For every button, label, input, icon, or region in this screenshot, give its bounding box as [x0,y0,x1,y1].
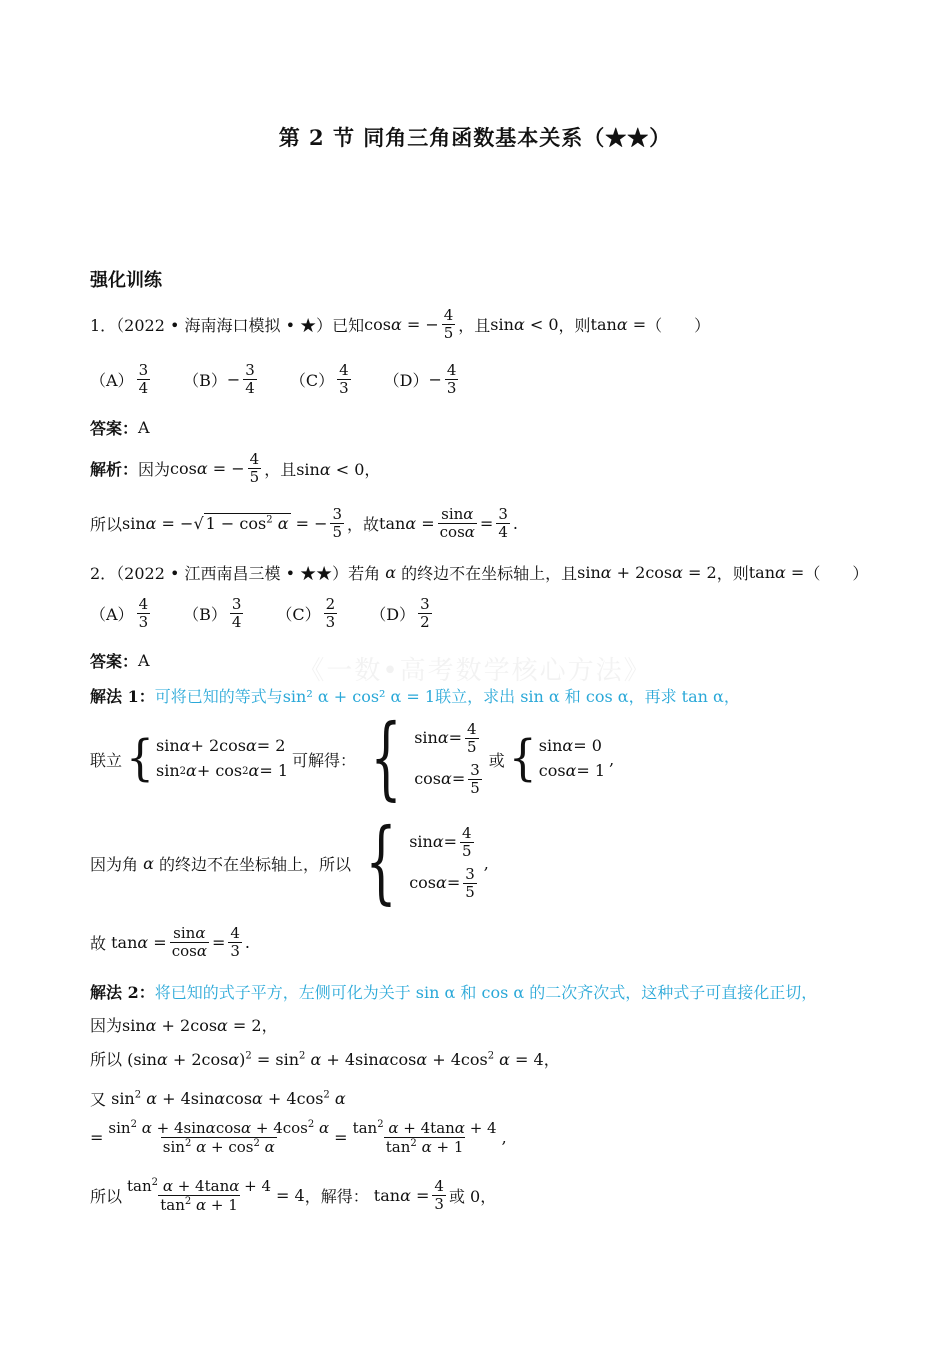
section-heading: 强化训练 [90,270,162,291]
answer-blank: （ ） [646,316,711,336]
q2-m2-line3: 又 $\sin^2 \alpha + 4\sin\alpha\cos\alpha + 4\cos^2$ α [90,1089,346,1109]
q1-analysis-line1: 解析： 因为 cosα = − $\frac{4}{5}$ ，且 sinα < 0， [90,450,381,487]
q1-prefix: 1．（2022 • 海南海口模拟 • ★）已知 [90,316,365,336]
q2-method1-hint: 解法 1： 可将已知的等式与sin² α + cos² α = 1联立，求出 sin α 和 cos α，再求 tan α， [90,687,740,706]
q2-method2-hint: 解法 2： 将已知的式子平方，左侧可化为关于 sin α 和 cos α 的二次齐次式，这种式子可直接化正切， [90,983,818,1002]
option-c[interactable]: （C） $\frac{4}{3}$ [289,361,349,398]
q2-m2-line1: 因为 sinα + 2cosα = 2， [90,1016,278,1035]
q2-answer: 答案： A [90,651,150,671]
q2-system: 联立 { sin α + 2cos α = 2 sin 2 α + cos 2 α = 1 可解得： { sin α = $\frac{4}{5}$ cos α = $\frac{3}{5}$ 或 { sin α = 0 cos α = 1 , [90,706,615,811]
q2-m2-line5: 所以 $\frac{\tan^2 \alpha + 4\tan\alpha + 4}{\tan^2 \alpha + 1}$ = 4 ，解得： tanα = $\frac{4}{3}$ 或 0， [90,1177,497,1215]
q1-stem: 1．（2022 • 海南海口模拟 • ★）已知 cosα = − $\frac{4}{5}$ ，且 sinα < 0 ，则 tanα = （ ） [90,306,711,343]
q1-analysis-line2: 所以 sinα = −√ $1 - \cos^2 \alpha$ = − $\frac{3}{5}$ ，故 tanα = $\frac{\sin\alpha}{\cos\alpha}$ = $\frac{3}{4}$ . [90,505,518,542]
option-d[interactable]: （D） $\frac{3}{2}$ [370,595,430,632]
q2-stem: 2．（2022 • 江西南昌三模 • ★★）若角 α 的终边不在坐标轴上，且 sinα + 2cosα = 2 ，则 tanα = （ ） [90,563,869,583]
option-d[interactable]: （D） − $\frac{4}{3}$ [383,361,457,398]
watermark: 《一数•高考数学核心方法》 [298,656,652,686]
option-b[interactable]: （B） − $\frac{3}{4}$ [183,361,255,398]
q1-answer: 答案： A [90,418,150,438]
q2-options [90,596,465,632]
page-title: 第 2 节 同角三角函数基本关系（★★） [278,125,672,150]
q1-options [90,362,491,398]
fraction: $\frac{4}{5}$ [443,306,454,343]
option-c[interactable]: （C） $\frac{2}{3}$ [276,595,336,632]
option-a[interactable]: （A） $\frac{3}{4}$ [90,361,149,398]
q2-m2-line2: 所以 $(\sin\alpha + 2\cos\alpha)^2 = \sin^2 \alpha + 4\sin\alpha\cos\alpha + 4\cos^2$ α = 4， [90,1050,560,1069]
q2-because: 因为角 α 的终边不在坐标轴上，所以 { sin α = $\frac{4}{5}$ cos α = $\frac{3}{5}$ , [90,810,489,915]
q2-gu: 故 tanα = $\frac{\sin\alpha}{\cos\alpha}$ = $\frac{4}{3}$ . [90,924,251,961]
answer-blank: （ ） [804,564,869,583]
option-a[interactable]: （A） $\frac{4}{3}$ [90,595,149,632]
option-b[interactable]: （B） $\frac{3}{4}$ [183,595,242,632]
q2-m2-line4: = $\frac{\sin^2 \alpha + 4\sin\alpha\cos\alpha + 4\cos^2 \alpha}{\sin^2 \alpha + \cos^2 \alpha}$ = $\frac{\tan^2 \alpha + 4\tan\alpha + 4}{\tan^2 \alpha + 1}$ , [90,1119,507,1157]
